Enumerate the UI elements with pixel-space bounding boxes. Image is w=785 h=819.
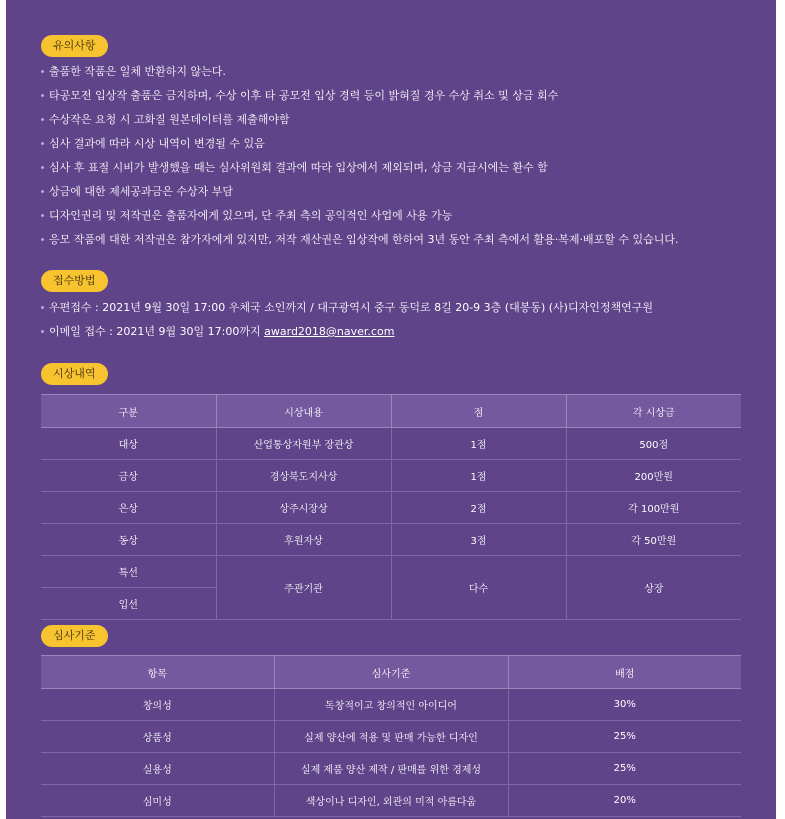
table-cell: 금상 bbox=[41, 460, 216, 492]
table-cell: 3점 bbox=[391, 524, 566, 556]
table-row bbox=[41, 721, 741, 753]
email-submission bbox=[41, 325, 653, 349]
list-item: 출품한 작품은 일체 반환하지 않는다. bbox=[41, 65, 678, 89]
column-header: 각 시상금 bbox=[566, 395, 741, 428]
criteria-badge: 심사기준 bbox=[41, 625, 108, 647]
table-row bbox=[41, 428, 741, 460]
table-cell: 25% bbox=[508, 721, 741, 753]
table-row bbox=[41, 460, 741, 492]
table-cell: 20% bbox=[508, 785, 741, 817]
email-prefix: 이메일 접수 : 2021년 9월 30일 17:00까지 bbox=[49, 325, 265, 338]
table-cell: 동상 bbox=[41, 524, 216, 556]
table-cell: 특선 bbox=[41, 556, 216, 588]
list-item: 응모 작품에 대한 저작권은 참가자에게 있지만, 저작 재산권은 입상작에 한하여 3년 동안 주최 측에서 활용·복제·배포할 수 있습니다. bbox=[41, 233, 678, 257]
list-item: 수상작은 요청 시 고화질 원본데이터를 제출해야함 bbox=[41, 113, 678, 137]
table-cell: 대상 bbox=[41, 428, 216, 460]
table-cell-merged: 다수 bbox=[391, 556, 566, 620]
table-cell: 실용성 bbox=[41, 753, 274, 785]
table-cell: 200만원 bbox=[566, 460, 741, 492]
criteria-table bbox=[41, 655, 741, 817]
table-row bbox=[41, 753, 741, 785]
table-header-row bbox=[41, 656, 741, 689]
table-cell-merged: 주관기관 bbox=[216, 556, 391, 620]
column-header: 구분 bbox=[41, 395, 216, 428]
email-link[interactable]: award2018@naver.com bbox=[264, 325, 395, 338]
notes-list bbox=[41, 65, 678, 257]
table-cell: 심미성 bbox=[41, 785, 274, 817]
table-header-row bbox=[41, 395, 741, 428]
table-cell: 1점 bbox=[391, 428, 566, 460]
table-cell: 후원자상 bbox=[216, 524, 391, 556]
list-item: 타공모전 입상작 출품은 금지하며, 수상 이후 타 공모전 입상 경력 등이 밝혀질 경우 수상 취소 및 상금 회수 bbox=[41, 89, 678, 113]
awards-badge: 시상내역 bbox=[41, 363, 108, 385]
table-cell-merged: 상장 bbox=[566, 556, 741, 620]
table-cell: 색상이나 디자인, 외관의 미적 아름다움 bbox=[274, 785, 508, 817]
table-cell: 경상북도지사상 bbox=[216, 460, 391, 492]
column-header: 점 bbox=[391, 395, 566, 428]
column-header: 배점 bbox=[508, 656, 741, 689]
table-cell: 상주시장상 bbox=[216, 492, 391, 524]
list-item: 상금에 대한 제세공과금은 수상자 부담 bbox=[41, 185, 678, 209]
post-submission: 우편접수 : 2021년 9월 30일 17:00 우체국 소인까지 / 대구광역시 중구 동덕로 8길 20-9 3층 (대봉동) (사)디자인정책연구원 bbox=[41, 301, 653, 325]
table-cell: 은상 bbox=[41, 492, 216, 524]
notes-badge: 유의사항 bbox=[41, 35, 108, 57]
column-header: 시상내용 bbox=[216, 395, 391, 428]
table-cell: 각 100만원 bbox=[566, 492, 741, 524]
submission-badge: 접수방법 bbox=[41, 270, 108, 292]
table-cell: 실제 제품 양산 제작 / 판매를 위한 경제성 bbox=[274, 753, 508, 785]
table-row bbox=[41, 785, 741, 817]
table-cell: 독창적이고 창의적인 아이디어 bbox=[274, 689, 508, 721]
submission-list bbox=[41, 301, 653, 349]
table-row bbox=[41, 689, 741, 721]
table-row bbox=[41, 524, 741, 556]
table-cell: 1점 bbox=[391, 460, 566, 492]
table-cell: 산업통상자원부 장관상 bbox=[216, 428, 391, 460]
table-cell: 500점 bbox=[566, 428, 741, 460]
table-cell: 2점 bbox=[391, 492, 566, 524]
table-cell: 창의성 bbox=[41, 689, 274, 721]
table-cell: 각 50만원 bbox=[566, 524, 741, 556]
table-cell: 입선 bbox=[41, 588, 216, 620]
table-cell: 25% bbox=[508, 753, 741, 785]
table-row bbox=[41, 556, 741, 588]
table-cell: 상품성 bbox=[41, 721, 274, 753]
table-cell: 실제 양산에 적용 및 판매 가능한 디자인 bbox=[274, 721, 508, 753]
column-header: 심사기준 bbox=[274, 656, 508, 689]
list-item: 디자인권리 및 저작권은 출품자에게 있으며, 단 주최 측의 공익적인 사업에 사용 가능 bbox=[41, 209, 678, 233]
table-cell: 30% bbox=[508, 689, 741, 721]
list-item: 심사 결과에 따라 시상 내역이 변경될 수 있음 bbox=[41, 137, 678, 161]
column-header: 항목 bbox=[41, 656, 274, 689]
awards-table bbox=[41, 394, 741, 620]
table-row bbox=[41, 492, 741, 524]
list-item: 심사 후 표절 시비가 발생했을 때는 심사위원회 결과에 따라 입상에서 제외되며, 상금 지급시에는 환수 함 bbox=[41, 161, 678, 185]
